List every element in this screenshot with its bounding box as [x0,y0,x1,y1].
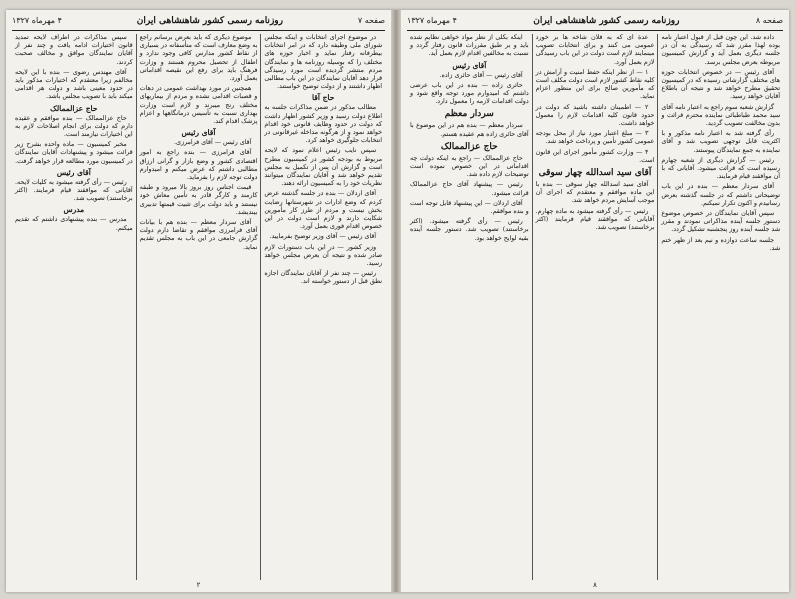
right-page-column-middle [533,34,659,580]
right-page-header [407,14,783,28]
right-page-column-right [658,34,783,580]
left-page-column-right [261,34,385,580]
paragraph: ۳ — مبلغ اعتبار مورد نیاز از محل بودجه عمومی کشور تأمین و پرداخت خواهد شد. [535,130,655,146]
speaker-heading: مدرس [63,205,85,215]
paragraph: اینکه بکلی از نظر مواد خواهی نظایم شده باید و بر طبق مقررات قانون رفتار گردد و نسبت به مخالفین اقدام لازم بعمل آید. [409,34,529,58]
paragraph: وزیر کشور — در این باب دستورات لازم صادر شده و نتیجه آن بعرض مجلس خواهد رسید. [264,243,382,268]
paragraph: آقای سید اسدالله چهار سوقی — بنده با این ماده موافقم و معتقدم که اجرای آن موجب آسایش مردم خواهد شد. [535,181,655,205]
right-header-rule [407,30,783,31]
speaker-heading: آقای رئیس [452,60,487,70]
paragraph: مطالب مذکور در ضمن مذاکرات جلسه به اطلاع دولت رسید و وزیر کشور اظهار داشت که دولت در حدود وظایف قانونی خود اقدام خواهد نمود و از هرگونه مداخله غیرقانونی در انتخابات جلوگیری خواهد کرد. [264,104,382,145]
speaker-heading: حاج عزالممالک [50,103,98,113]
left-page-title: روزنامه رسمی کشور شاهنشاهی ایران [136,16,283,26]
paragraph: در موضوع اجرای انتخابات و اینکه مجلس شورای ملی وظیفه دارد که در امر انتخابات بیطرفانه رفتار نماید و اخبار حوزه های مختلف را که بوسیله روزنامه ها و نمایندگان مردم منتشر گردیده است مورد رسیدگی قرار دهد آقایان نمایندگان در این باب مطالبی اظهار داشتند و از دولت توضیح خواستند. [264,34,382,91]
speaker-heading: آقای رئیس [181,128,216,138]
paragraph: گزارش شعبه سوم راجع به اعتبار نامه آقای سید محمد طباطبائی نماینده محترم قرائت و بدون مخالفت تصویب گردید. [661,103,780,128]
right-page-folio: ۸ [593,581,597,589]
right-page-date: ۴ مهرماه ۱۳۲۷ [407,16,457,25]
paragraph: حاج عزالممالک — بنده موافقم و عقیده دارم که دولت برای انجام اصلاحات لازم به این اختیارات نیازمند است. [14,114,133,139]
speaker-heading: حاج آقا [312,93,335,103]
binding-gutter [391,10,401,592]
paragraph: مدرس — بنده پیشنهادی داشتم که تقدیم میکنم. [14,216,133,232]
paragraph: سپس نایب رئیس اعلام نمود که لایحه مربوط به بودجه کشور در کمیسیون مطرح است و گزارش آن پس از تکمیل به مجلس تقدیم خواهد شد و آقایان نمایندگان میتوانند نظریات خود را به کمیسیون ارائه دهند. [264,147,382,188]
paragraph: آقای رئیس — آقای وزیر توضیح بفرمایید. [269,233,376,241]
paragraph: رئیس — چند نفر از آقایان نمایندگان اجازه نطق قبل از دستور خواسته اند. [264,270,382,286]
speaker-heading-large: حاج عزالممالک [440,141,498,152]
paragraph: آقای رئیس — آقای حائری زاده. [439,71,523,79]
right-page-title: روزنامه رسمی کشور شاهنشاهی ایران [533,16,680,26]
paragraph: قیمت اجناس روز بروز بالا میرود و طبقه کارمند و کارگر قادر به تأمین معاش خود نیستند و باید دولت برای تثبیت قیمتها تدبیری بیندیشد. [139,184,258,216]
paragraph: عدة ای که به فلان شاخه ها بر خورد عمومی می کنند و برای انتخابات تصویب مینمایند لازم است دولت در این باب رسیدگی لازم بعمل آورد. [535,34,655,66]
paragraph: موضوع دیگری که باید بعرض برسانم راجع به وضع معارف است که متأسفانه در بسیاری از نقاط کشور مدارس کافی وجود ندارد و اطفال از تحصیل محروم هستند و وزارت فرهنگ باید برای رفع این نقیصه اقداماتی بعمل آورد. [139,34,258,83]
paragraph: ۴ — وزارت کشور مأمور اجرای این قانون است. [535,148,655,164]
speaker-heading: آقای رئیس [56,167,91,177]
paragraph: مخبر کمیسیون — ماده واحده بشرح زیر قرائت میشود و پیشنهادات آقایان نمایندگان در کمیسیون مورد مطالعه قرار خواهد گرفت. [14,141,133,165]
right-page [401,10,789,592]
paragraph: آقای سردار معظم — بنده در این باب توضیحاتی داشتم که در جلسه گذشته بعرض رسانیدم و اکنون تکرار نمیکنم. [661,183,780,207]
paragraph: حائری زاده — بنده در این باب عرضی داشتم که امیدوارم مورد توجه واقع شود و دولت اقدامات لازمه را معمول دارد. [409,81,529,106]
paragraph: رأی گرفته شد به اعتبار نامه مذکور و با اکثریت قابل توجهی تصویب شد و آقای نماینده به جمع نمایندگان پیوستند. [661,130,780,154]
left-page-date: ۴ مهرماه ۱۳۲۷ [12,16,62,25]
right-page-column-left [407,34,533,580]
paragraph: آقای اردلان — این پیشنهاد قابل توجه است و بنده موافقم. [409,199,529,216]
paragraph: آقای رئیس — در خصوص انتخابات حوزه های مختلف گزارشاتی رسیده که در کمیسیون تحقیق مطرح خواهد شد و نتیجه آن باطلاع آقایان خواهد رسید. [661,68,780,101]
paragraph: رئیس — رأی گرفته میشود به ماده چهارم. آقایانی که موافقند قیام فرمایند (اکثر برخاستند) تصویب شد. [535,207,655,232]
right-page-columns [407,34,783,580]
paragraph: ۱ — از نظر اینکه حفظ امنیت و آرامش در کلیه نقاط کشور لازم است دولت مکلف است که مأمورین صالح برای این منظور اعزام نماید. [535,68,655,101]
paragraph: جلسه ساعت دوازده و نیم بعد از ظهر ختم شد. [661,236,780,252]
paragraph: سپس آقایان نمایندگان در خصوص موضوع دستور جلسه آینده مذاکراتی نمودند و مقرر شد جلسه آینده روز پنجشنبه تشکیل گردد. [661,210,780,234]
right-page-number: صفحه ۸ [755,16,783,25]
left-page-column-middle [137,34,262,580]
paragraph: سردار معظم — بنده هم در این موضوع با آقای حائری زاده هم عقیده هستم. [409,122,529,138]
paragraph: حاج عزالممالک — راجع به اینکه دولت چه اقداماتی در این خصوص نموده است توضیحات لازم داده شد. [409,154,529,179]
left-page-columns [12,34,385,580]
paragraph: ۲ — اطمینان داشته باشید که دولت در حدود قانون کلیه اقدامات لازم را معمول خواهد داشت. [535,103,655,128]
paragraph: آقای مهندس رضوی — بنده با این لایحه مخالفم زیرا معتقدم که اختیارات مذکور باید در حدود معینی باشد و دولت هر اقدامی میکند باید با تصویب مجلس باشد. [14,68,133,101]
left-header-rule [12,30,385,31]
paragraph: سپس مذاکرات در اطراف لایحه تمدید قانون اختیارات ادامه یافت و چند نفر از آقایان نمایندگان موافق و مخالف صحبت کردند. [14,34,133,66]
left-page-header [12,14,385,28]
left-page-number: صفحه ۷ [357,16,385,25]
paragraph: آقای فرامرزی — بنده راجع به امور اقتصادی کشور و وضع بازار و گرانی ارزاق مطالبی داشتم که عرض میکنم و امیدوارم دولت توجه لازم را بفرماید. [139,149,258,182]
paragraph: آقای رئیس — آقای فرامرزی. [174,139,252,147]
newspaper-spread [6,10,789,592]
paragraph: رئیس — پیشنهاد آقای حاج عزالممالک قرائت میشود. [409,181,529,197]
paragraph: رئیس — رأی گرفته میشود. (اکثر برخاستند) تصویب شد. دستور جلسه آینده بقیه لوایح خواهد بود. [409,218,529,242]
left-page [6,10,391,592]
paragraph: رئیس — رأی گرفته میشود به کلیات لایحه. آقایانی که موافقند قیام فرمایند. (اکثر برخاستند) تصویب شد. [14,178,133,203]
left-page-folio: ۲ [196,581,201,589]
paragraph: داده شد. این چون قبل از قبول اعتبار نامه بوده لهذا مقرر شد که رسیدگی به آن در جلسه دیگری بعمل آید و گزارش کمیسیون مربوطه بعرض مجلس برسد. [661,34,780,66]
speaker-heading-large: آقای سید اسدالله چهار سوقی [538,168,652,179]
paragraph: رئیس — گزارش دیگری از شعبه چهارم رسیده است که قرائت میشود. آقایانی که با آن موافقند قیام فرمایند. [661,156,780,181]
paragraph: همچنین در مورد بهداشت عمومی در دهات و قصبات اقدامی نشده و مردم از بیماریهای مختلف رنج میبرند و لازم است وزارت بهداری نسبت به تأسیس درمانگاهها و اعزام پزشک اقدام کند. [139,85,258,126]
left-page-column-left [12,34,137,580]
paragraph: آقای سردار معظم — بنده هم با بیانات آقای فرامرزی موافقم و تقاضا دارم دولت گزارش جامعی در این باب به مجلس تقدیم نماید. [139,219,258,251]
paragraph: آقای اردلان — بنده در جلسه گذشته عرض کردم که وضع ادارات در شهرستانها رضایت بخش نیست و مردم از طرز کار مأمورین شکایت دارند و لازم است دولت در این خصوص اقدام فوری بعمل آورد. [264,190,382,231]
speaker-heading-large: سردار معظم [444,109,494,120]
